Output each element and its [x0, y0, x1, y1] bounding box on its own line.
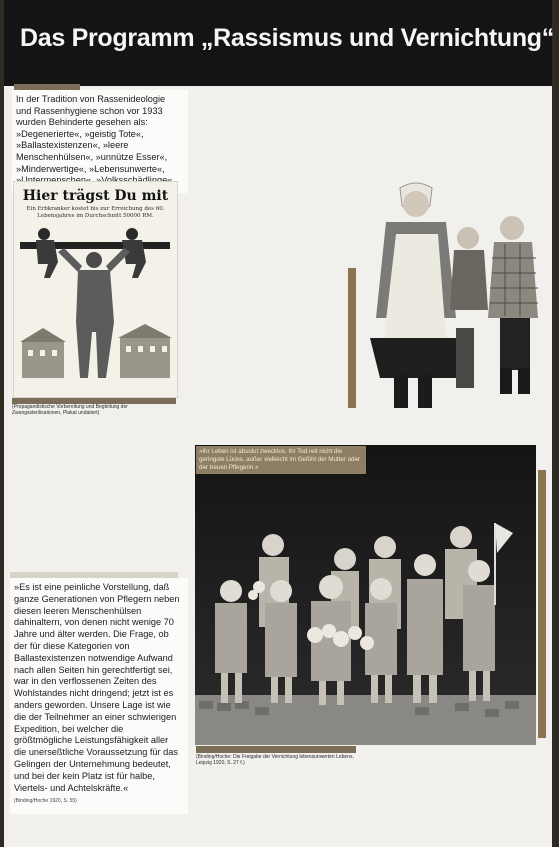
children-group-photo: [195, 445, 536, 745]
children-photo-image: [195, 445, 536, 745]
left-quote: [10, 578, 188, 814]
tan-bar-photo: [538, 470, 546, 738]
propaganda-poster: [13, 181, 178, 398]
left-quote-text: »Es ist eine peinliche Vorstellung, daß ganze Generationen von Pflegern neben diesen leeren Menschenhülsen dahinaltern, von denen nicht wenige 70 Jahre und älter werden. Die Frage, ob der für diese Kategorien von Ballastexistenzen notwendige Aufwand nach allen Seiten hin gerechtfertigt sei, war in den verflossenen Zeiten des Wohlstandes nicht dringend; jetzt ist es anders geworden. Unsere Lage ist wie die der Teilnehmer an einer schwierigen Expedition, bei welcher die größtmögliche Leistungsfähigkeit aller die unerseßtliche Voraussetzung für das Gelingen der Unternehmung bedeutet, und bei der kein Platz ist für halbe, Viertels- und Achtelskräfte.«: [14, 582, 180, 793]
intro-text: In der Tradition von Rassenideologie und Rassenhygiene schon vor 1933 wurden Behinderte gesehen als: »Degenerierte«, »geistig Tote«, »Ballastexistenzen«, »leere Menschenhülsen«, »unnütze Esser«, »Minderwertige«, »Lebensunwerte«,: [12, 90, 188, 193]
poster-illustration: [14, 182, 177, 397]
poster-title: Hier trägst Du mit: [22, 188, 169, 204]
photo-caption-tab: [196, 746, 356, 753]
header-banner: [4, 0, 552, 86]
left-quote-source: (Binding/Hoche 1920, S. 55): [14, 798, 77, 805]
photo-quote: »Ihr Leben ist absolut zwecklos. Ihr Tod reit nicht die geringste Lücke, außer vielleicht im Gefühl der Mutter oder der treuen Pflegerin.«: [196, 446, 366, 474]
poster-caption: (Propagandistische Vorbereitung und Begleitung der Zwangssterilisationen, Plakat undatiert): [12, 404, 128, 416]
nurse-children-photo: [360, 178, 548, 410]
tan-bar-woman: [348, 268, 356, 408]
poster-subtitle: Ein Erbkranker kostet bis zur Erreichung des 60. Lebensjahres im Durchschnitt 50000 RM.: [26, 206, 165, 219]
photo-caption: (Binding/Hoche: Die Freigabe der Vernichtung lebensunwerten Lebens, Leipzig 1920, S. 27 f.): [196, 754, 354, 766]
page-title: Das Programm „Rassismus und Vernichtung“: [20, 24, 554, 52]
